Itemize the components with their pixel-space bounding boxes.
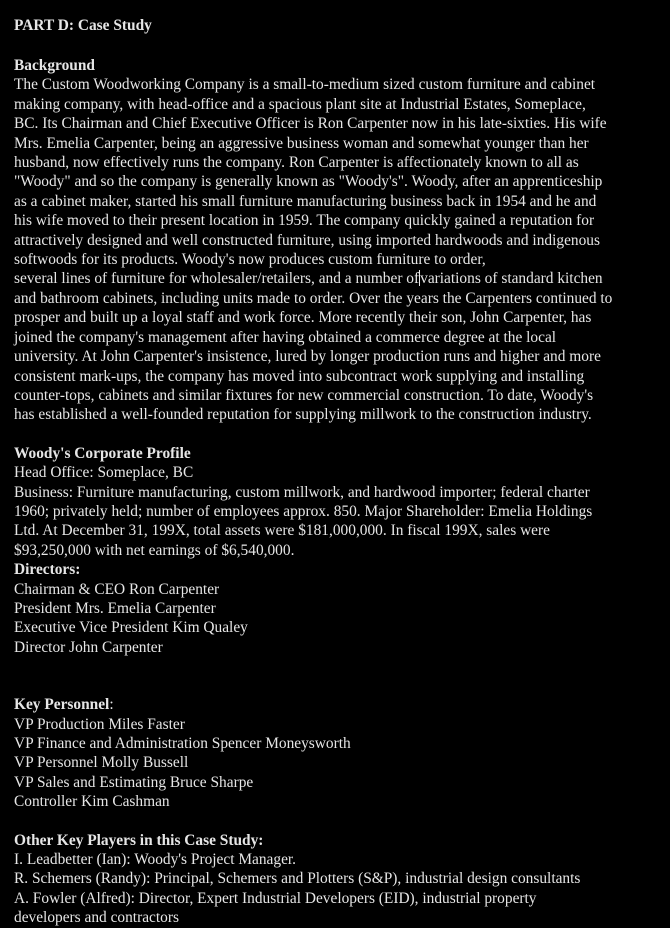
- background-line: prosper and built up a loyal staff and work force. More recently their son, John Carpenter, has: [14, 309, 592, 327]
- other-key-players-heading: Other Key Players in this Case Study:: [14, 831, 264, 849]
- background-line: BC. Its Chairman and Chief Executive Officer is Ron Carpenter now in his late-sixties. His wife: [14, 115, 607, 133]
- director-item: President Mrs. Emelia Carpenter: [14, 599, 216, 617]
- business-line: 1960; privately held; number of employees approx. 850. Major Shareholder: Emelia Holdings: [14, 502, 593, 520]
- background-line: husband, now effectively runs the company. Ron Carpenter is affectionately known to all as: [14, 154, 579, 172]
- key-personnel-section: [14, 695, 664, 811]
- player-item: R. Schemers (Randy): Principal, Schemers and Plotters (S&P), industrial design consultants: [14, 870, 581, 888]
- personnel-item: VP Finance and Administration Spencer Moneysworth: [14, 735, 351, 752]
- background-line: counter-tops, cabinets and similar fixtures for new commercial construction. To date, Woody's: [14, 386, 594, 404]
- head-office-text: [14, 463, 664, 482]
- director-item: Executive Vice President Kim Qualey: [14, 619, 248, 637]
- background-line: has established a well-founded reputation for supplying millwork to the construction industry.: [14, 406, 592, 424]
- corporate-profile-heading: Woody's Corporate Profile: [14, 444, 191, 462]
- background-line: attractively designed and well constructed furniture, using imported hardwoods and indigenous: [14, 231, 600, 249]
- player-item: developers and contractors: [14, 909, 179, 927]
- business-line: Business: Furniture manufacturing, custom millwork, and hardwood importer; federal charter: [14, 483, 590, 501]
- business-line: Ltd. At December 31, 199X, total assets were $181,000,000. In fiscal 199X, sales were: [14, 522, 550, 540]
- background-line: "Woody" and so the company is generally known as "Woody's". Woody, after an apprenticeship: [14, 173, 603, 191]
- background-line-with-cursor: [14, 269, 664, 288]
- background-line: university. At John Carpenter's insistence, lured by longer production runs and higher and more: [14, 348, 601, 366]
- background-heading: Background: [14, 57, 95, 74]
- business-paragraph: [14, 483, 664, 561]
- other-key-players-list: [14, 850, 664, 928]
- background-line: as a cabinet maker, started his small furniture manufacturing business back in 1954 and he and: [14, 192, 597, 210]
- background-line: making company, with head-office and a spacious plant site at Industrial Estates, Someplace,: [14, 95, 586, 113]
- corporate-profile-section: [14, 444, 664, 657]
- background-line: and bathroom cabinets, including units made to order. Over the years the Carpenters continued to: [14, 289, 613, 307]
- directors-list: [14, 580, 664, 658]
- head-office-line: Head Office: Someplace, BC: [14, 464, 194, 482]
- directors-heading: Directors:: [14, 561, 81, 579]
- background-line: softwoods for its products. Woody's now produces custom furniture to order,: [14, 251, 486, 269]
- personnel-item: Controller Kim Cashman: [14, 793, 170, 811]
- background-line: consistent mark-ups, the company has moved into subcontract work supplying and installing: [14, 367, 585, 385]
- background-paragraph[interactable]: [14, 75, 664, 424]
- spacer: [14, 676, 664, 695]
- director-item: Chairman & CEO Ron Carpenter: [14, 580, 220, 598]
- key-personnel-heading: [14, 695, 664, 714]
- business-line: $93,250,000 with net earnings of $6,540,000.: [14, 541, 295, 559]
- background-line: Mrs. Emelia Carpenter, being an aggressive business woman and somewhat younger than her: [14, 134, 589, 152]
- player-item: I. Leadbetter (Ian): Woody's Project Manager.: [14, 851, 297, 869]
- cursor-line-before: several lines of furniture for wholesaler/retailers, and a number of: [14, 270, 420, 288]
- director-item: Director John Carpenter: [14, 638, 163, 656]
- personnel-item: VP Personnel Molly Bussell: [14, 754, 189, 772]
- key-personnel-heading-text: Key Personnel: [14, 696, 110, 714]
- personnel-item: VP Sales and Estimating Bruce Sharpe: [14, 773, 254, 791]
- other-key-players-section: [14, 831, 664, 928]
- player-item: A. Fowler (Alfred): Director, Expert Industrial Developers (EID), industrial property: [14, 889, 537, 907]
- key-personnel-list: [14, 715, 664, 812]
- background-line: his wife moved to their present location in 1959. The company quickly gained a reputation for: [14, 212, 595, 230]
- personnel-item: VP Production Miles Faster: [14, 715, 185, 733]
- background-line: joined the company's management after having obtained a commerce degree at the local: [14, 328, 557, 346]
- key-personnel-heading-colon: :: [109, 696, 114, 714]
- document-title: PART D: Case Study: [14, 17, 152, 34]
- background-section: [14, 56, 664, 425]
- cursor-line-after: variations of standard kitchen: [420, 270, 603, 288]
- background-line: The Custom Woodworking Company is a small-to-medium sized custom furniture and cabinet: [14, 76, 596, 94]
